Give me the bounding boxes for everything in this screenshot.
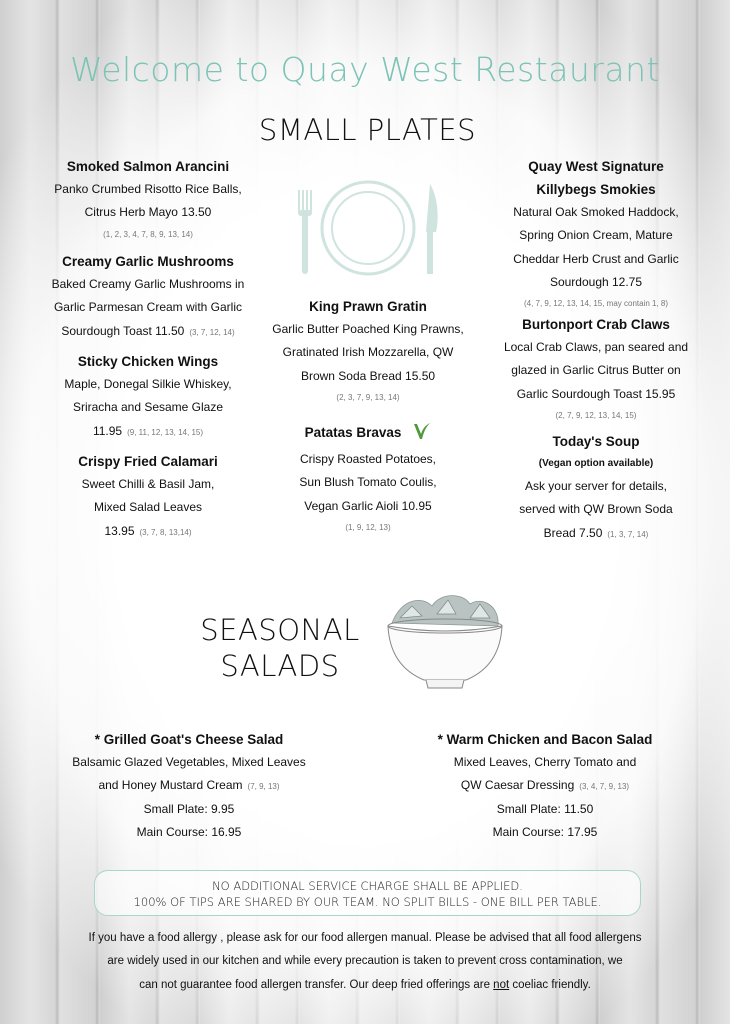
- item-description-text: Bread 7.50: [543, 525, 603, 540]
- item-name: [48, 250, 248, 273]
- item-description-line: [420, 751, 670, 774]
- item-name-text: Patatas Bravas: [304, 425, 402, 440]
- item-description-text: Crispy Roasted Potatoes,: [299, 452, 437, 466]
- item-description-text: Citrus Herb Mayo 13.50: [84, 205, 212, 220]
- menu-item: [48, 350, 248, 443]
- allergen-codes: (1, 2, 3, 4, 7, 8, 9, 13, 14): [103, 229, 193, 239]
- item-description-text: Cheddar Herb Crust and Garlic: [513, 251, 679, 266]
- section-heading-line: SEASONAL: [200, 613, 360, 647]
- service-charge-notice: [94, 870, 641, 916]
- section-heading-small-plates: SMALL PLATES: [258, 113, 477, 147]
- section-heading-seasonal-salads: [190, 612, 370, 684]
- item-description-text: Ask your server for details,: [524, 479, 668, 493]
- menu-item: [268, 295, 468, 408]
- item-description-text: Panko Crumbed Risotto Rice Balls,: [54, 182, 242, 196]
- item-description-text: 11.95: [92, 423, 123, 438]
- item-description-line: [48, 420, 248, 443]
- item-name-text: Sticky Chicken Wings: [77, 354, 219, 369]
- item-description-line: [496, 522, 696, 545]
- item-description-text: Sourdough 12.75: [549, 274, 643, 289]
- item-description-line: [48, 201, 248, 224]
- item-description-line: [268, 495, 468, 518]
- allergy-emphasis: not: [493, 978, 510, 991]
- salad-item: [420, 728, 670, 844]
- item-description-text: Sweet Chilli & Basil Jam,: [81, 477, 215, 491]
- item-description-line: [48, 320, 248, 343]
- item-description-text: Mixed Leaves, Cherry Tomato and: [453, 755, 637, 769]
- item-description-text: and Honey Mustard Cream: [98, 778, 243, 793]
- item-name: [48, 450, 248, 473]
- vegan-leaf-icon: [413, 421, 431, 448]
- item-name-text: * Grilled Goat's Cheese Salad: [94, 732, 284, 747]
- item-description-line: [268, 365, 468, 388]
- item-description-text: Brown Soda Bread 15.50: [300, 368, 436, 383]
- allergen-codes: (7, 9, 13): [247, 782, 280, 792]
- item-description-line: [268, 448, 468, 471]
- item-description-line: [268, 318, 468, 341]
- item-name-text: Smoked Salmon Arancini: [66, 159, 230, 174]
- allergen-codes: (1, 3, 7, 14): [607, 529, 649, 539]
- item-name: [268, 295, 468, 318]
- allergen-codes: (9, 11, 12, 13, 14, 15): [127, 427, 204, 437]
- menu-item: [48, 250, 248, 343]
- item-description-line: [48, 273, 248, 296]
- allergy-line: If you have a food allergy , please ask for our food allergen manual. Please be advised that all food allergens: [88, 932, 642, 944]
- item-description-text: Local Crab Claws, pan seared and: [503, 340, 689, 354]
- item-description-line: [48, 296, 248, 319]
- allergy-disclaimer: [70, 927, 660, 997]
- item-name-text: Killybegs Smokies: [536, 182, 656, 197]
- item-name: [420, 728, 670, 751]
- item-description-line: [48, 473, 248, 496]
- menu-item: [496, 313, 696, 426]
- item-name: [268, 421, 468, 448]
- allergen-codes: (2, 3, 7, 9, 13, 14): [336, 392, 400, 402]
- menu-item: [496, 430, 696, 545]
- item-description-text: Maple, Donegal Silkie Whiskey,: [64, 377, 232, 391]
- allergen-codes: (2, 7, 9, 12, 13, 14, 15): [555, 410, 637, 420]
- item-description-line: [496, 201, 696, 224]
- item-description-line: [420, 774, 670, 797]
- item-name-text: Quay West Signature: [528, 159, 664, 174]
- item-description-text: Mixed Salad Leaves: [93, 500, 203, 515]
- item-price-line: Small Plate: 9.95: [143, 801, 235, 816]
- page-title: Welcome to Quay West Restaurant: [70, 50, 660, 89]
- item-description-line: [496, 224, 696, 247]
- allergy-line: [70, 974, 660, 997]
- item-description-text: Sourdough Toast 11.50: [61, 323, 185, 338]
- item-description-text: Baked Creamy Garlic Mushrooms in: [51, 277, 245, 291]
- menu-item: [48, 155, 248, 245]
- item-name: [48, 155, 248, 178]
- notice-line: 100% OF TIPS ARE SHARED BY OUR TEAM. NO SPLIT BILLS - ONE BILL PER TABLE.: [133, 895, 602, 909]
- allergen-codes: (4, 7, 9, 12, 13, 14, 15, may contain 1, 8): [523, 299, 669, 309]
- item-name: [48, 350, 248, 373]
- item-name: [496, 430, 696, 453]
- allergen-codes: (3, 4, 7, 9, 13): [579, 782, 630, 792]
- item-description-line: [48, 520, 248, 543]
- salad-bowl-illustration: [382, 588, 508, 693]
- item-description-text: Vegan Garlic Aioli 10.95: [304, 498, 432, 513]
- item-description-line: [496, 359, 696, 382]
- item-description-text: Balsamic Glazed Vegetables, Mixed Leaves: [72, 755, 306, 769]
- item-name-text: King Prawn Gratin: [309, 299, 427, 314]
- item-description-line: [268, 341, 468, 364]
- salad-item: [60, 728, 318, 844]
- item-description-line: [496, 248, 696, 271]
- section-heading-line: SALADS: [220, 649, 340, 683]
- item-description-line: [268, 471, 468, 494]
- item-description-text: Garlic Sourdough Toast 15.95: [516, 386, 676, 401]
- allergen-codes: (3, 7, 12, 14): [189, 327, 235, 337]
- allergy-text: can not guarantee food allergen transfer. Our deep fried offerings are: [139, 978, 494, 991]
- item-description-line: [60, 774, 318, 797]
- menu-item: [48, 450, 248, 543]
- allergy-text: coeliac friendly.: [509, 978, 591, 991]
- item-description-text: Sriracha and Sesame Glaze: [72, 400, 224, 415]
- item-name-text: Crispy Fried Calamari: [78, 454, 218, 469]
- item-description-text: Gratinated Irish Mozzarella, QW: [282, 345, 454, 360]
- item-name: [60, 728, 318, 751]
- menu-item: [496, 155, 696, 314]
- item-description-line: [48, 178, 248, 201]
- item-name-text: Today's Soup: [552, 434, 640, 449]
- item-description-text: Garlic Butter Poached King Prawns,: [272, 322, 464, 336]
- item-name-text: Creamy Garlic Mushrooms: [62, 254, 234, 269]
- item-description-line: [48, 373, 248, 396]
- item-price-line: Main Course: 17.95: [492, 824, 598, 839]
- item-note: (Vegan option available): [538, 458, 654, 469]
- item-name: [496, 155, 696, 178]
- item-description-line: [496, 271, 696, 294]
- item-description-text: Sun Blush Tomato Coulis,: [299, 475, 437, 490]
- allergen-codes: (3, 7, 8, 13,14): [139, 527, 192, 537]
- menu-item: [268, 421, 468, 538]
- item-description-text: Garlic Parmesan Cream with Garlic: [53, 300, 243, 315]
- item-description-line: [496, 336, 696, 359]
- item-description-line: [496, 475, 696, 498]
- item-description-line: [48, 496, 248, 519]
- item-price-line: Main Course: 16.95: [136, 824, 242, 839]
- item-description-text: Natural Oak Smoked Haddock,: [513, 205, 679, 219]
- item-name: [496, 313, 696, 336]
- item-description-text: Spring Onion Cream, Mature: [519, 228, 673, 243]
- item-name: [496, 178, 696, 201]
- item-description-text: served with QW Brown Soda: [519, 502, 673, 517]
- plate-cutlery-icon: [290, 180, 445, 280]
- item-price-line: Small Plate: 11.50: [496, 801, 594, 816]
- item-description-line: [60, 751, 318, 774]
- notice-line: NO ADDITIONAL SERVICE CHARGE SHALL BE APPLIED.: [212, 879, 523, 893]
- item-description-text: QW Caesar Dressing: [460, 778, 575, 793]
- item-description-text: 13.95: [104, 523, 135, 538]
- item-description-line: [496, 498, 696, 521]
- item-description-line: [496, 383, 696, 406]
- item-name-text: Burtonport Crab Claws: [522, 317, 670, 332]
- item-description-text: glazed in Garlic Citrus Butter on: [511, 363, 681, 378]
- allergen-codes: (1, 9, 12, 13): [345, 522, 391, 532]
- item-name-text: * Warm Chicken and Bacon Salad: [437, 732, 653, 747]
- allergy-line: are widely used in our kitchen and while every precaution is taken to prevent cross contamination, we: [107, 955, 623, 968]
- item-description-line: [48, 396, 248, 419]
